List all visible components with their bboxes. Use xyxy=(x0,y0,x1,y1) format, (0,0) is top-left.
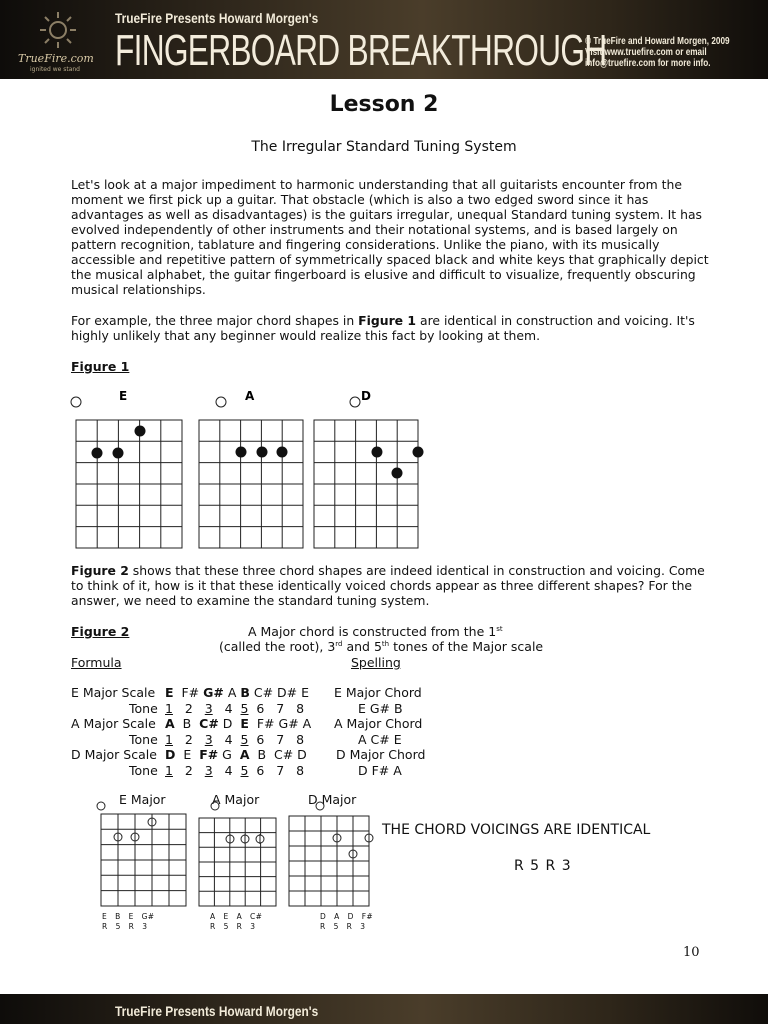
fretboard-grid-a-small xyxy=(199,818,276,906)
finger-position-markers xyxy=(114,817,373,859)
header-title: FINGERBOARD BREAKTHROUGH xyxy=(115,26,607,75)
degrees-d: R 5 R 3 xyxy=(320,922,366,931)
diagram-title-e: E Major xyxy=(119,792,166,807)
diagram-title-d: D Major xyxy=(308,792,357,807)
fretboard-grid-d-small xyxy=(289,816,369,906)
open-string-icon xyxy=(316,802,324,810)
note-names-d: D A D F# xyxy=(320,912,373,921)
header-info: © TrueFire and Howard Morgen, 2009 Visit www.truefire.com or email info@truefire.com for more info. xyxy=(585,36,730,69)
figure2-desc-line2: (called the root), 3rd and 5th tones of the Major scale xyxy=(219,639,544,654)
formula-heading: Formula xyxy=(71,655,122,670)
paragraph-figure1-intro: For example, the three major chord shapes in Figure 1 are identical in construction and voicing. It's highly unlikely that any beginner would realize this fact by looking at them. xyxy=(71,313,695,343)
intro-paragraph: Let's look at a major impediment to harmonic understanding that all guitarists encounter from the moment we first pick up a guitar. That obstacle (which is also a two edged sword since it has advantages as well as disadvantages) is the guitars irregular, unequal Standard tuning system. It has evolved independently of other instruments and their notational systems, and is based largely on pattern recognition, tablature and fingering considerations. Unlike the piano, with its musically accessible and repetitive pattern of symmetrically spaced black and white keys that graphically depict the musical alphabet, the guitar fingerboard is elusive and difficult to visualize, frequently obscuring musical relationships. xyxy=(71,177,709,297)
chord-name-a: A xyxy=(245,389,255,403)
note-names-e: E B E G# xyxy=(102,912,155,921)
figure2-label: Figure 2 xyxy=(71,624,130,639)
scale-table-left: E Major Scale Tone A Major Scale Tone D Major Scale Tone xyxy=(71,685,158,778)
chord-name-e: E xyxy=(119,389,128,403)
brand-name: TrueFire.com xyxy=(18,52,94,65)
degrees-e: R 5 R 3 xyxy=(102,922,148,931)
scale-notes: E F# G# A B C# D# E 1 2 3 4 5 6 7 8 A B C# D E F# G# A 1 2 3 4 5 6 7 8 D E F# G A B C# D 1 2 3 4 5 6 7 8 xyxy=(165,685,312,778)
lesson-subtitle: The Irregular Standard Tuning System xyxy=(251,139,517,155)
sun-logo-icon xyxy=(28,4,88,54)
lesson-title: Lesson 2 xyxy=(329,92,439,117)
finger-dots xyxy=(92,426,424,479)
figure2-desc-line1: A Major chord is constructed from the 1st xyxy=(248,624,503,639)
header-presents: TrueFire Presents Howard Morgen's xyxy=(115,10,319,26)
degrees-a: R 5 R 3 xyxy=(210,922,256,931)
chord-spelling-column: E Major Chord E G# B A Major Chord A C# E D Major Chord D F# A xyxy=(334,685,426,778)
figure2-chord-diagrams xyxy=(92,798,382,910)
open-string-icon xyxy=(211,802,219,810)
figure1-label: Figure 1 xyxy=(71,359,130,374)
footer-presents: TrueFire Presents Howard Morgen's xyxy=(115,1003,319,1019)
open-string-icon xyxy=(71,397,81,407)
chord-name-d: D xyxy=(361,389,371,403)
fretboard-grid-a xyxy=(199,420,303,548)
page-number: 10 xyxy=(683,945,700,960)
figure1-chord-diagrams xyxy=(60,384,440,554)
open-string-icon xyxy=(350,397,360,407)
brand-tagline: ignited we stand xyxy=(30,66,80,73)
open-string-icon xyxy=(97,802,105,810)
fretboard-grid-d xyxy=(314,420,418,548)
identical-note: THE CHORD VOICINGS ARE IDENTICAL xyxy=(382,822,651,838)
open-string-icon xyxy=(216,397,226,407)
spelling-heading: Spelling xyxy=(351,655,401,670)
fretboard-grid-e xyxy=(76,420,182,548)
note-names-a: A E A C# xyxy=(210,912,263,921)
diagram-title-a: A Major xyxy=(212,792,260,807)
fretboard-grid-e-small xyxy=(101,814,186,906)
interval-pattern: R 5 R 3 xyxy=(514,858,572,874)
paragraph-figure2-intro: Figure 2 shows that these three chord shapes are indeed identical in construction and voicing. Come to think of it, how is it that these identically voiced chords appear as three different shapes? For the answer, we need to examine the standard tuning system. xyxy=(71,563,705,608)
